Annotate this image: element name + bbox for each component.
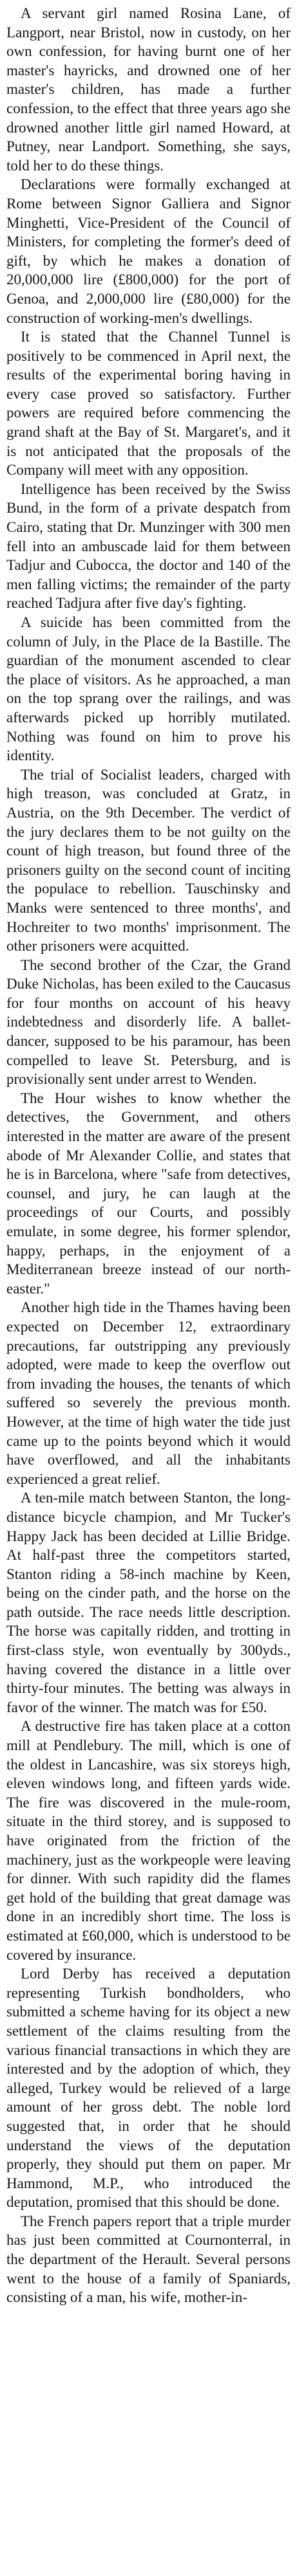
paragraph-bicycle-horse-match: A ten-mile match between Stanton, the long-distance bicycle champion, and Mr Tucker's Happy Jack has been decided at Lillie Bridge. At half-past three the competitors started, Stanton riding a 58-inch machine by Keen, being on the cinder path, and the horse on the path outside. The race needs little description. The horse was capitally ridden, and trotting in first-class style, won eventually by 300yds., having covered the distance in a little over thirty-four minutes. The betting was always in favor of the winner. The match was for £50. — [6, 1490, 291, 1715]
paragraph-galliera-donation: Declarations were formally exchanged at Rome between Signor Galliera and Signor Minghetti, Vice-President of the Council of Ministers, for completing the former's deed of gift, by which he makes a donation of 20,000,000 lire (£800,000) for the port of Genoa, and 2,000,000 lire (£80,000) for the construction of working-men's dwellings. — [6, 176, 291, 326]
news-column — [6, 4, 291, 2307]
paragraph-grand-duke-nicholas: The second brother of the Czar, the Grand Duke Nicholas, has been exiled to the Caucasus for four months on account of his heavy indebtedness and disorderly life. A ballet-dancer, supposed to be his paramour, has been compelled to leave St. Petersburg, and is provisionally sent under arrest to Wenden. — [6, 956, 291, 1088]
paragraph-socialist-trial: The trial of Socialist leaders, charged with high treason, was concluded at Gratz, in Austria, on the 9th December. The verdict of the jury declares them to be not guilty on the count of high treason, but found three of the prisoners guilty on the second count of inciting the populace to rebellion. Tauschinsky and Manks were sentenced to three months', and Hochreiter to two months' imprisonment. The other prisoners were acquitted. — [6, 766, 291, 955]
paragraph-turkish-bondholders: Lord Derby has received a deputation representing Turkish bondholders, who submitted a scheme having for its object a new settlement of the claims resulting from the various financial transactions in which they are interested and by the adoption of which, they alleged, Turkey would be relieved of a large amount of her gross debt. The noble lord suggested that, in order that he should understand the views of the deputation properly, they should put them on paper. Mr Hammond, M.P., who introduced the deputation, promised that this should be done. — [6, 1966, 291, 2211]
paragraph-alexander-collie: The Hour wishes to know whether the detectives, the Government, and others interested in the matter are aware of the present abode of Mr Alexander Collie, and states that he is in Barcelona, where "safe from detectives, counsel, and jury, he can laugh at the proceedings of our Courts, and possibly emulate, in some degree, his former splendor, happy, perhaps, in the enjoyment of a Mediterranean breeze instead of our north-easter." — [6, 1090, 291, 1297]
paragraph-munzinger-ambush: Intelligence has been received by the Swiss Bund, in the form of a private despatch from Cairo, stating that Dr. Munzinger with 300 men fell into an ambuscade laid for them between Tadjur and Cubocca, the doctor and 140 of the men falling victims; the remainder of the party reached Tadjura after five day's fighting. — [6, 480, 291, 612]
paragraph-pendlebury-fire: A destructive fire has taken place at a cotton mill at Pendlebury. The mill, which is one of the oldest in Lancashire, was six storeys high, eleven windows long, and fifteen yards wide. The fire was discovered in the mule-room, situate in the third storey, and is supposed to have originated from the friction of the machinery, just as the workpeople were leaving for dinner. With such rapidity did the flames get hold of the building that great damage was done in an incredibly short time. The loss is estimated at £60,000, which is understood to be covered by insurance. — [6, 1718, 291, 1963]
paragraph-thames-high-tide: Another high tide in the Thames having been expected on December 12, extraordinary precautions, far outstripping any previously adopted, were made to keep the overflow out from invading the houses, the tenants of which suffered so severely the previous month. However, at the time of high water the tide just came up to the points beyond which it would have overflowed, and all the inhabitants experienced a great relief. — [6, 1299, 291, 1487]
paragraph-triple-murder: The French papers report that a triple murder has just been committed at Cournonterral, in the department of the Herault. Several persons went to the house of a family of Spaniards, consisting of a man, his wife, mother-in- — [6, 2213, 291, 2306]
paragraph-rosina-lane: A servant girl named Rosina Lane, of Langport, near Bristol, now in custody, on her own confession, for having burnt one of her master's hayricks, and drowned one of her master's children, has made a further confession, to the effect that three years ago she drowned another little girl named Howard, at Putney, near Landport. Something, she says, told her to do these things. — [6, 5, 291, 174]
paragraph-bastille-suicide: A suicide has been committed from the column of July, in the Place de la Bastille. The guardian of the monument ascended to clear the place of visitors. As he approached, a man on the top sprang over the railings, and was afterwards picked up horribly mutilated. Nothing was found on him to prove his identity. — [6, 614, 291, 764]
paragraph-channel-tunnel: It is stated that the Channel Tunnel is positively to be commenced in April next, the results of the experimental boring having in every case proved so satisfactory. Further powers are required before commencing the grand shaft at the Bay of St. Margaret's, and it is not anticipated that the proposals of the Company will meet with any opposition. — [6, 329, 291, 479]
